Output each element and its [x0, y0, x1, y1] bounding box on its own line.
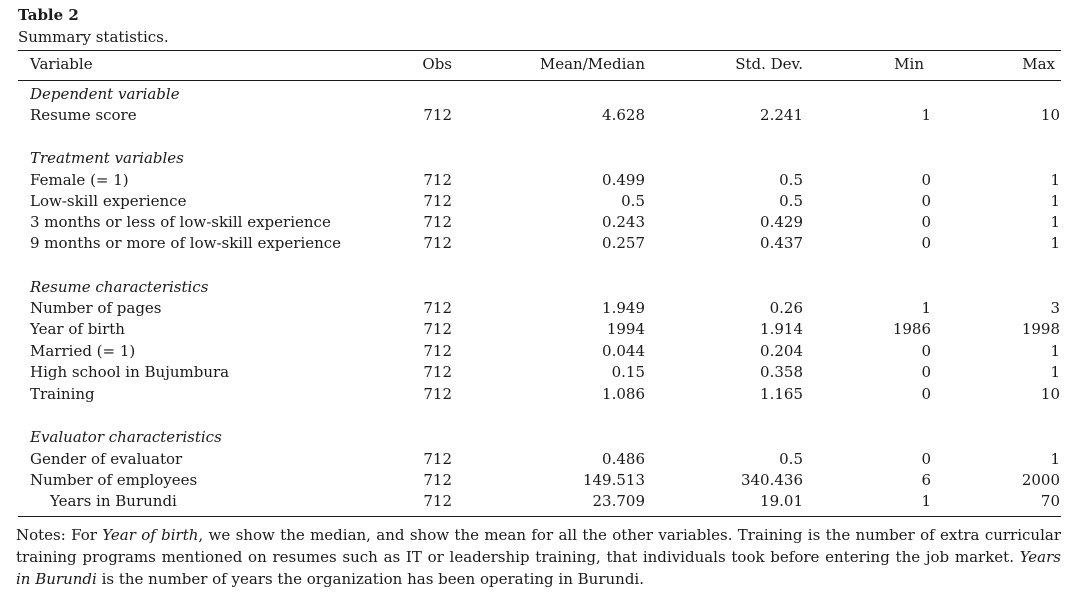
table-row: [0, 470, 1080, 491]
section-label: [0, 277, 1080, 298]
cell-obs: 712: [423, 342, 452, 360]
cell-sd: 0.437: [760, 234, 803, 252]
cell-mean: 4.628: [602, 106, 645, 124]
table-row: [0, 319, 1080, 340]
table-row: [0, 191, 1080, 212]
column-header-obs: Obs: [422, 55, 452, 73]
cell-mean: 1.086: [602, 385, 645, 403]
cell-sd: 1.165: [760, 385, 803, 403]
bottom-rule: [18, 516, 1061, 517]
cell-min: 6: [921, 471, 931, 489]
notes-text: is the number of years the organization has been operating in Burundi.: [96, 570, 644, 588]
cell-max: 1: [1050, 213, 1060, 231]
cell-obs: 712: [423, 171, 452, 189]
cell-max: 1998: [1021, 320, 1060, 338]
cell-obs: 712: [423, 385, 452, 403]
cell-min: 1: [921, 106, 931, 124]
cell-min: 1: [921, 492, 931, 510]
cell-max: 1: [1050, 171, 1060, 189]
cell-max: 1: [1050, 234, 1060, 252]
cell-mean: 0.499: [602, 171, 645, 189]
notes-emphasis-year-of-birth: Year of birth: [102, 526, 199, 544]
column-header-max: Max: [1022, 55, 1055, 73]
cell-max: 10: [1040, 106, 1060, 124]
table-row: [0, 298, 1080, 319]
cell-mean: 23.709: [592, 492, 645, 510]
column-header-variable: Variable: [30, 55, 93, 73]
cell-mean: 0.243: [602, 213, 645, 231]
table-title: Table 2: [18, 6, 79, 24]
section-label-text: Dependent variable: [30, 85, 180, 103]
cell-variable: High school in Bujumbura: [30, 363, 230, 381]
cell-obs: 712: [423, 213, 452, 231]
cell-obs: 712: [423, 192, 452, 210]
cell-variable: 9 months or more of low-skill experience: [30, 234, 342, 252]
notes-text: , we show the median, and show the mean for all the other variables. Training is the number of extra curricular training programs mentioned on resumes such as IT or leadership training, that individuals took before entering the job market.: [16, 526, 1062, 566]
cell-variable: Number of employees: [30, 471, 198, 489]
cell-min: 0: [921, 363, 931, 381]
cell-min: 0: [921, 450, 931, 468]
cell-variable: Training: [30, 385, 95, 403]
cell-mean: 0.15: [611, 363, 645, 381]
cell-sd: 0.429: [760, 213, 803, 231]
top-rule: [18, 50, 1061, 51]
section-label: [0, 84, 1080, 105]
cell-mean: 0.257: [602, 234, 645, 252]
column-header-mean: Mean/Median: [539, 55, 645, 73]
cell-sd: 2.241: [760, 106, 803, 124]
cell-mean: 0.486: [602, 450, 645, 468]
cell-sd: 340.436: [740, 471, 803, 489]
cell-variable: Married (= 1): [30, 342, 136, 360]
table-row: [0, 362, 1080, 383]
cell-mean: 1.949: [602, 299, 645, 317]
cell-variable: Number of pages: [30, 299, 162, 317]
cell-sd: 1.914: [760, 320, 803, 338]
cell-obs: 712: [423, 234, 452, 252]
table-caption: Summary statistics.: [18, 28, 169, 46]
cell-sd: 0.204: [760, 342, 803, 360]
cell-variable: Low-skill experience: [30, 192, 187, 210]
table-row: [0, 233, 1080, 254]
table-row: [0, 449, 1080, 470]
cell-min: 0: [921, 171, 931, 189]
table-row: [0, 341, 1080, 362]
table-row: [0, 212, 1080, 233]
cell-mean: 0.044: [602, 342, 645, 360]
table-notes: [16, 524, 1061, 590]
table-row: [0, 105, 1080, 126]
cell-sd: 0.5: [779, 450, 803, 468]
cell-min: 0: [921, 385, 931, 403]
cell-sd: 0.5: [779, 192, 803, 210]
cell-sd: 0.26: [769, 299, 803, 317]
column-header-min: Min: [894, 55, 924, 73]
table-row: [0, 384, 1080, 405]
section-label-text: Evaluator characteristics: [30, 428, 222, 446]
cell-obs: 712: [423, 471, 452, 489]
cell-variable: Female (= 1): [30, 171, 129, 189]
cell-min: 0: [921, 342, 931, 360]
cell-obs: 712: [423, 450, 452, 468]
section-label-text: Resume characteristics: [30, 278, 209, 296]
cell-sd: 19.01: [760, 492, 803, 510]
header-rule: [18, 80, 1061, 81]
table-header-row: [0, 54, 1080, 75]
cell-mean: 1994: [606, 320, 645, 338]
cell-variable: Years in Burundi: [50, 492, 177, 510]
cell-max: 1: [1050, 192, 1060, 210]
cell-min: 0: [921, 234, 931, 252]
cell-obs: 712: [423, 492, 452, 510]
cell-max: 1: [1050, 342, 1060, 360]
cell-variable: 3 months or less of low-skill experience: [30, 213, 331, 231]
cell-obs: 712: [423, 299, 452, 317]
cell-min: 1986: [892, 320, 931, 338]
table-row: [0, 491, 1080, 512]
cell-max: 10: [1040, 385, 1060, 403]
cell-max: 2000: [1021, 471, 1060, 489]
section-label: [0, 148, 1080, 169]
cell-max: 3: [1050, 299, 1060, 317]
cell-max: 70: [1040, 492, 1060, 510]
notes-emphasis-years-in-burundi: Years in Burundi: [16, 548, 1061, 588]
cell-min: 0: [921, 192, 931, 210]
section-label-text: Treatment variables: [30, 149, 184, 167]
cell-max: 1: [1050, 450, 1060, 468]
table-row: [0, 170, 1080, 191]
section-label: [0, 427, 1080, 448]
cell-mean: 0.5: [621, 192, 645, 210]
notes-text: Notes: For: [16, 526, 103, 544]
cell-sd: 0.358: [760, 363, 803, 381]
cell-obs: 712: [423, 106, 452, 124]
cell-min: 0: [921, 213, 931, 231]
cell-min: 1: [921, 299, 931, 317]
cell-obs: 712: [423, 363, 452, 381]
cell-obs: 712: [423, 320, 452, 338]
cell-mean: 149.513: [582, 471, 645, 489]
cell-sd: 0.5: [779, 171, 803, 189]
cell-variable: Year of birth: [30, 320, 125, 338]
cell-variable: Gender of evaluator: [30, 450, 183, 468]
column-header-sd: Std. Dev.: [735, 55, 803, 73]
cell-variable: Resume score: [30, 106, 137, 124]
cell-max: 1: [1050, 363, 1060, 381]
